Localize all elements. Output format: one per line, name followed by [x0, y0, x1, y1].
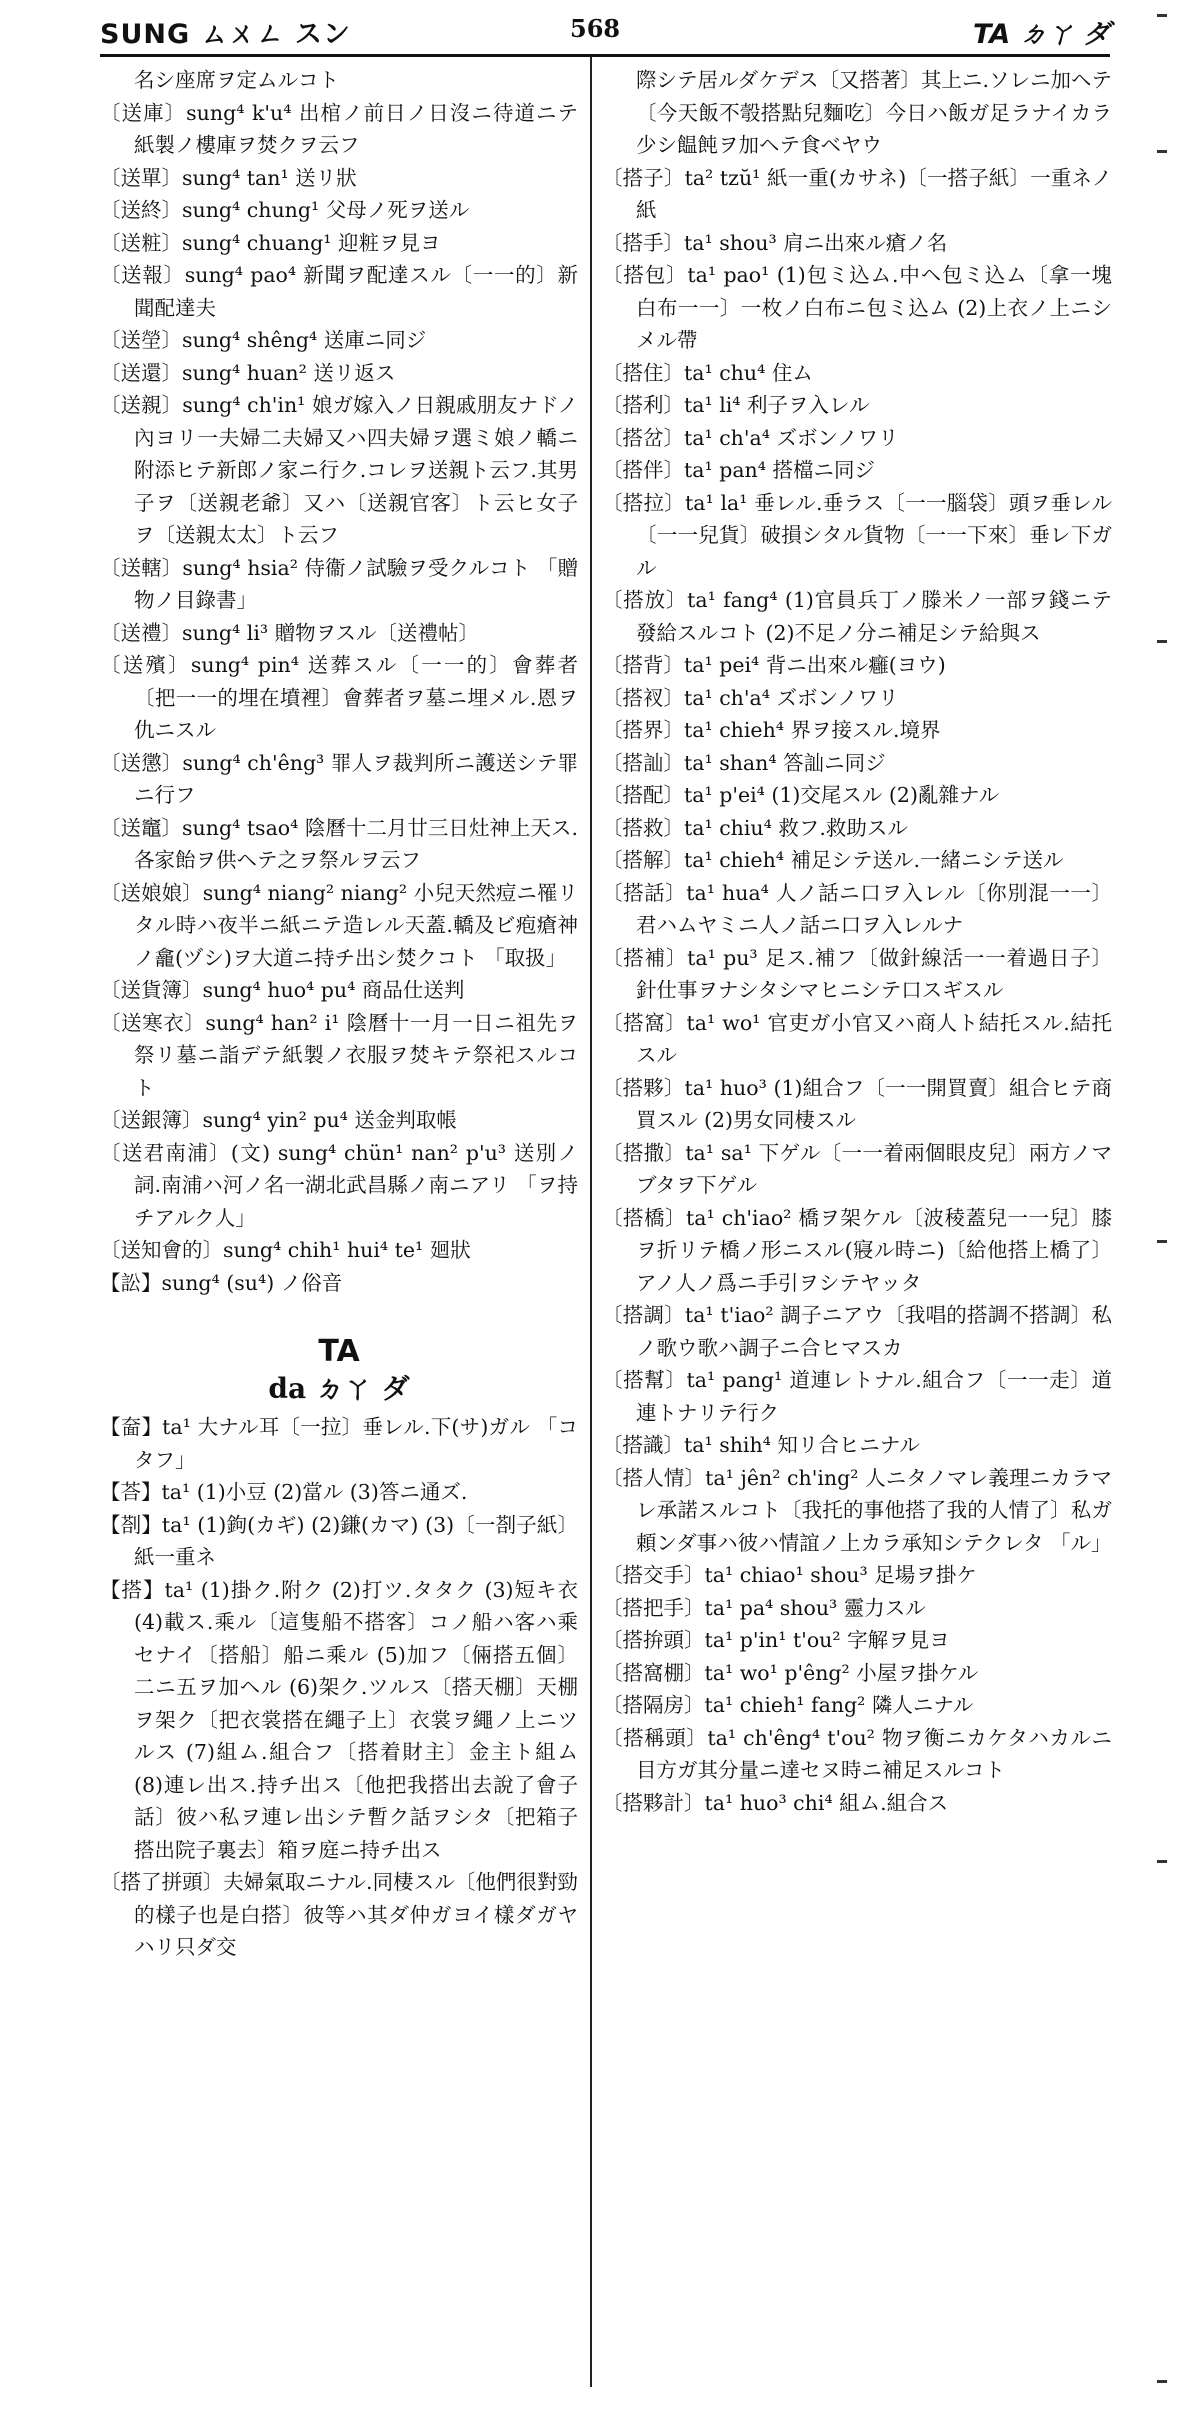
dictionary-entry: 〔搭配〕ta¹ p'ei⁴ (1)交尾スル (2)亂雜ナル	[602, 783, 999, 807]
dictionary-entry: 〔送殯〕sung⁴ pin⁴ 送葬スル〔一一的〕會葬者〔把一一的埋在墳裡〕會葬者ヲ墓ニ埋メル.恩ヲ仇ニスル	[100, 653, 578, 742]
margin-mark	[1157, 2380, 1167, 2383]
dictionary-entry: 〔搭幫〕ta¹ pang¹ 道連レトナル.組合フ〔一一走〕道連トナリテ行ク	[602, 1368, 1112, 1425]
dictionary-entry: 〔搭救〕ta¹ chiu⁴ 救フ.救助スル	[602, 815, 908, 840]
dictionary-entry: 〔送知會的〕sung⁴ chih¹ hui⁴ te¹ 廻狀	[100, 1238, 471, 1262]
dictionary-entry: 〔搭調〕ta¹ t'iao² 調子ニアウ〔我唱的搭調不搭調〕私ノ歌ウ歌ハ調子ニ合ヒマスカ	[602, 1303, 1112, 1360]
header-section-label: SUNG ㄙㄨㄥ スン	[100, 19, 351, 50]
dictionary-entry: 〔搭界〕ta¹ chieh⁴ 界ヲ接スル.境界	[602, 718, 941, 742]
dictionary-entry: 【荅】ta¹ (1)小豆 (2)當ル (3)答ニ通ズ.	[100, 1480, 468, 1504]
dictionary-entry: 〔搭夥〕ta¹ huo³ (1)組合フ〔一一開買賣〕組合ヒテ商買スル (2)男女同棲スル	[602, 1075, 1112, 1132]
header-next-section-label: TA ㄉㄚ ダ	[972, 19, 1110, 50]
dictionary-entry: 〔送粧〕sung⁴ chuang¹ 迎粧ヲ見ヨ	[100, 230, 441, 255]
dictionary-entry: 〔送庫〕sung⁴ k'u⁴ 出棺ノ前日ノ日沒ニ待道ニテ紙製ノ樓庫ヲ焚クヲ云フ	[100, 100, 578, 157]
dictionary-entry: 【搭】ta¹ (1)掛ク.附ク (2)打ツ.タタク (3)短キ衣 (4)載ス.乘ル〔這隻船不搭客〕コノ船ハ客ハ乘セナイ〔搭船〕船ニ乘ル (5)加フ〔倆搭五個〕二ニ五ヲ加ヘル (6)架ク.ツルス〔搭天棚〕天棚ヲ架ク〔把衣裳搭在繩子上〕衣裳ヲ繩ノ上ニツルス (7)組ム.組合フ〔搭着財主〕金主ト組ム (8)連レ出ス.持チ出ス〔他把我搭出去說了會子話〕彼ハ私ヲ連レ出シテ暫ク話ヲシタ〔把箱子搭出院子裏去〕箱ヲ庭ニ持チ出ス	[100, 1577, 578, 1862]
dictionary-entry: 〔送銀簿〕sung⁴ yin² pu⁴ 送金判取帳	[100, 1108, 457, 1132]
right-column	[602, 64, 1112, 1819]
dictionary-entry: 〔搭橋〕ta¹ ch'iao² 橋ヲ架ケル〔波稜蓋兒一一兒〕膝ヲ折リテ橋ノ形ニスル(寢ル時ニ)〔給他搭上橋了〕アノ人ノ爲ニ手引ヲシテヤッタ	[602, 1205, 1112, 1295]
entry-continuation: 名シ座席ヲ定ムルコト	[134, 68, 339, 92]
dictionary-entry: 〔搭包〕ta¹ pao¹ (1)包ミ込ム.中ヘ包ミ込ム〔拿一塊白布一一〕一枚ノ白布ニ包ミ込ム (2)上衣ノ上ニシメル帶	[602, 263, 1112, 352]
dictionary-entry: 〔送轄〕sung⁴ hsia² 侍衞ノ試驗ヲ受クルコト 「贈物ノ目錄書」	[100, 555, 578, 612]
dictionary-entry: 〔搭拉〕ta¹ la¹ 垂レル.垂ラス〔一一腦袋〕頭ヲ垂レル〔一一兒貨〕破損シタル貨物〔一一下來〕垂レ下ガル	[602, 490, 1112, 580]
section-subtitle: da ㄉㄚ ダ	[268, 1372, 410, 1405]
column-divider	[590, 57, 592, 2387]
dictionary-entry: 〔搭稱頭〕ta¹ ch'êng⁴ t'ou² 物ヲ衡ニカケタハカルニ目方ガ其分量ニ達セヌ時ニ補足スルコト	[602, 1725, 1112, 1782]
dictionary-entry: 〔搭手〕ta¹ shou³ 肩ニ出來ル瘡ノ名	[602, 230, 948, 255]
dictionary-entry: 〔搭解〕ta¹ chieh⁴ 補足シテ送ル.一緒ニシテ送ル	[602, 848, 1064, 872]
dictionary-entry: 〔搭隔房〕ta¹ chieh¹ fang² 隣人ニナル	[602, 1693, 974, 1717]
dictionary-entry: 〔搭窩〕ta¹ wo¹ 官吏ガ小官又ハ商人ト結托スル.結托スル	[602, 1010, 1112, 1067]
dictionary-entry: 〔送單〕sung⁴ tan¹ 送リ狀	[100, 165, 357, 190]
dictionary-entry: 〔送還〕sung⁴ huan² 送リ返ス	[100, 360, 396, 385]
margin-mark	[1157, 1240, 1167, 1243]
dictionary-entry: 〔搭岔〕ta¹ ch'a⁴ ズボンノワリ	[602, 425, 899, 450]
left-column	[100, 64, 578, 1964]
dictionary-entry: 〔搭背〕ta¹ pei⁴ 背ニ出來ル癰(ヨウ)	[602, 653, 946, 677]
dictionary-entry: 〔搭識〕ta¹ shih⁴ 知リ合ヒニナル	[602, 1433, 920, 1457]
dictionary-entry: 〔搭話〕ta¹ hua⁴ 人ノ話ニ口ヲ入レル〔你別混一一〕君ハムヤミニ人ノ話ニ口ヲ入レルナ	[602, 880, 1112, 937]
dictionary-entry: 〔搭衩〕ta¹ ch'a⁴ ズボンノワリ	[602, 685, 899, 710]
dictionary-entry: 〔搭夥計〕ta¹ huo³ chi⁴ 組ム.組合ス	[602, 1790, 949, 1815]
dictionary-entry: 〔搭住〕ta¹ chu⁴ 住ム	[602, 360, 813, 385]
dictionary-entry: 〔搭子〕ta² tzŭ¹ 紙一重(カサネ)〔一搭子紙〕一重ネノ紙	[602, 165, 1112, 222]
dictionary-entry: 〔搭伴〕ta¹ pan⁴ 搭檔ニ同ジ	[602, 458, 875, 482]
dictionary-entry: 〔搭人情〕ta¹ jên² ch'ing² 人ニタノマレ義理ニカラマレ承諾スルコト〔我托的事他搭了我的人情了〕私ガ頼ンダ事ハ彼ハ情誼ノ上カラ承知シテクレタ 「ル」	[602, 1465, 1112, 1555]
dictionary-entry: 〔送竈〕sung⁴ tsao⁴ 陰曆十二月廿三日灶神上天ス.各家飴ヲ供ヘテ之ヲ祭ルヲ云フ	[100, 815, 578, 872]
dictionary-entry: 〔搭窩棚〕ta¹ wo¹ p'êng² 小屋ヲ掛ケル	[602, 1660, 979, 1685]
dictionary-entry: 〔送貨簿〕sung⁴ huo⁴ pu⁴ 商品仕送判	[100, 978, 465, 1002]
dictionary-entry: 【剳】ta¹ (1)鉤(カギ) (2)鎌(カマ) (3)〔一剳子紙〕紙一重ネ	[100, 1512, 578, 1569]
section-title: TA	[318, 1334, 360, 1369]
page-header	[100, 10, 1110, 54]
section-heading	[100, 1333, 578, 1407]
dictionary-entry: 〔送寒衣〕sung⁴ han² i¹ 陰曆十一月一日ニ祖先ヲ祭リ墓ニ詣デテ紙製ノ衣服ヲ焚キテ祭祀スルコト	[100, 1010, 578, 1100]
margin-mark	[1157, 150, 1167, 153]
dictionary-entry: 〔搭訕〕ta¹ shan⁴ 答訕ニ同ジ	[602, 750, 886, 775]
dictionary-entry: 【訟】sung⁴ (su⁴) ノ俗音	[100, 1270, 343, 1295]
dictionary-entry: 〔送禮〕sung⁴ li³ 贈物ヲスル〔送禮帖〕	[100, 620, 480, 645]
dictionary-entry: 〔送報〕sung⁴ pao⁴ 新聞ヲ配達スル〔一一的〕新聞配達夫	[100, 263, 578, 320]
margin-mark	[1157, 14, 1167, 17]
dictionary-entry: 〔搭交手〕ta¹ chiao¹ shou³ 足場ヲ掛ケ	[602, 1563, 977, 1587]
dictionary-entry: 〔搭拚頭〕ta¹ p'in¹ t'ou² 字解ヲ見ヨ	[602, 1628, 950, 1652]
dictionary-entry: 【奤】ta¹ 大ナル耳〔一拉〕垂レル.下(サ)ガル 「コタフ」	[100, 1415, 578, 1472]
dictionary-entry: 〔送君南浦〕(文) sung⁴ chün¹ nan² p'u³ 送別ノ詞.南浦ハ河ノ名一湖北武昌縣ノ南ニアリ 「ヲ持チアルク人」	[100, 1140, 578, 1230]
dictionary-entry: 〔搭把手〕ta¹ pa⁴ shou³ 靈力スル	[602, 1595, 926, 1620]
dictionary-entry: 〔搭撒〕ta¹ sa¹ 下ゲル〔一一着兩個眼皮兒〕兩方ノマブタヲ下ゲル	[602, 1140, 1112, 1197]
dictionary-entry: 〔搭補〕ta¹ pu³ 足ス.補フ〔做針線活一一着過日子〕針仕事ヲナシタシマヒニシテ口スギスル	[602, 945, 1112, 1002]
header-rule	[100, 54, 1110, 57]
margin-mark	[1157, 1860, 1167, 1863]
dictionary-entry: 〔搭放〕ta¹ fang⁴ (1)官員兵丁ノ滕米ノ一部ヲ錢ニテ發給スルコト (2)不足ノ分ニ補足シテ給與ス	[602, 588, 1112, 645]
dictionary-entry: 〔搭了拼頭〕夫婦氣取ニナル.同棲スル〔他們很對勁的樣子也是白搭〕彼等ハ其ダ仲ガヨイ樣ダガヤハリ只ダ交	[100, 1870, 578, 1959]
dictionary-entry: 〔送親〕sung⁴ ch'in¹ 娘ガ嫁入ノ日親戚朋友ナドノ內ヨリ一夫婦二夫婦又ハ四夫婦ヲ選ミ娘ノ轎ニ附添ヒテ新郎ノ家ニ行ク.コレヲ送親ト云フ.其男子ヲ〔送親老爺〕又ハ〔送親官客〕ト云ヒ女子ヲ〔送親太太〕ト云フ	[100, 393, 578, 547]
margin-mark	[1157, 640, 1167, 643]
dictionary-entry: 〔送終〕sung⁴ chung¹ 父母ノ死ヲ送ル	[100, 198, 470, 222]
dictionary-entry: 〔送塋〕sung⁴ shêng⁴ 送庫ニ同ジ	[100, 328, 427, 352]
dictionary-entry: 〔送懲〕sung⁴ ch'êng³ 罪人ヲ裁判所ニ護送シテ罪ニ行フ	[100, 750, 578, 807]
entry-continuation: 際シテ居ルダケデス〔又搭著〕其上ニ.ソレニ加ヘテ〔今天飯不彀搭點兒麵吃〕今日ハ飯ガ足ラナイカラ少シ饂飩ヲ加ヘテ食ベヤウ	[636, 68, 1112, 157]
page-number: 568	[570, 14, 621, 43]
dictionary-entry: 〔送娘娘〕sung⁴ niang² niang² 小兒天然痘ニ罹リタル時ハ夜半ニ紙ニテ造レル天蓋.轎及ビ疱瘡神ノ龕(ヅシ)ヲ大道ニ持チ出シ焚クコト 「取扱」	[100, 880, 578, 970]
dictionary-entry: 〔搭利〕ta¹ li⁴ 利子ヲ入レル	[602, 393, 870, 417]
